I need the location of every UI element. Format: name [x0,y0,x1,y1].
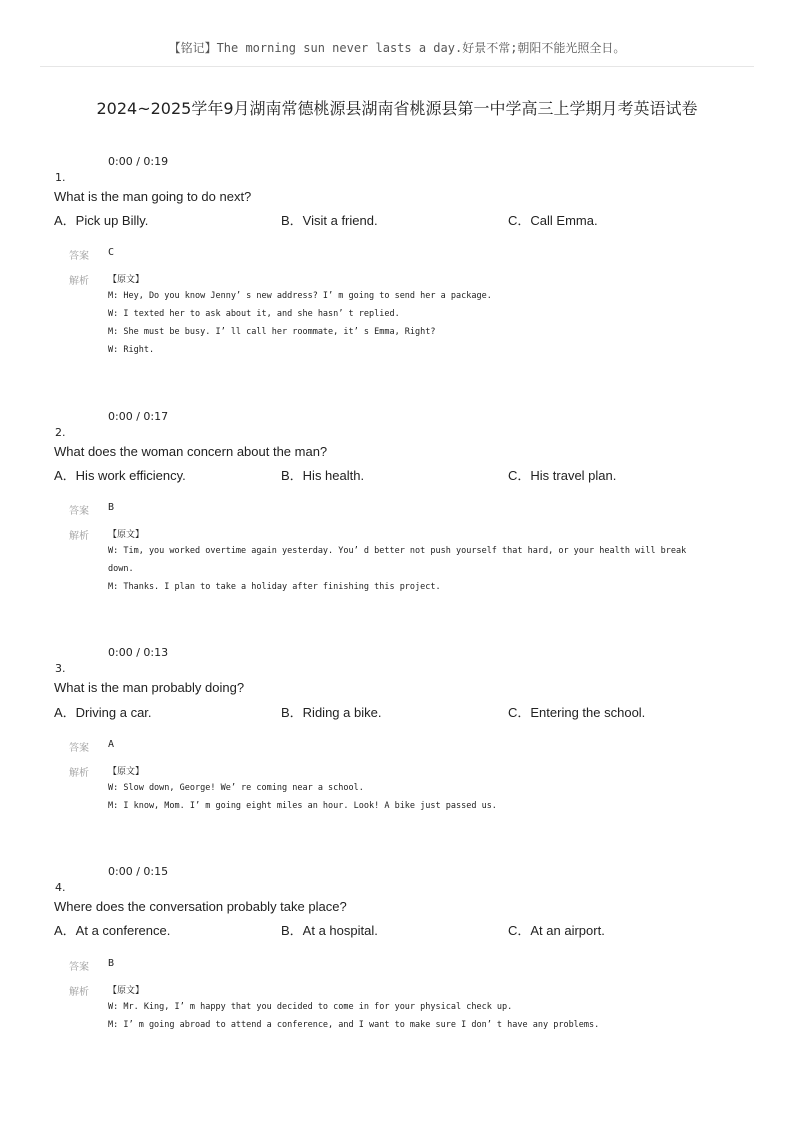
analysis-label: 解析 [69,768,89,779]
option-c: C．Call Emma. [508,213,598,228]
transcript-line: M: She must be busy. I’ ll call her roommate, it’ s Emma, Right? [108,327,436,337]
option-c: C．Entering the school. [508,705,646,720]
transcript-line: M: I know, Mom. I’ m going eight miles an hour. Look! A bike just passed us. [108,801,497,811]
option-b: B．Visit a friend. [281,213,378,228]
transcript-line: W: Mr. King, I’ m happy that you decided to come in for your physical check up. [108,1002,513,1012]
answer-label: 答案 [69,743,89,754]
option-a: A．At a conference. [54,923,171,938]
option-a: A．Driving a car. [54,705,152,720]
question-number: 1. [55,171,66,184]
answer-value: B [108,502,115,513]
header-divider [40,66,754,67]
transcript-line: M: Thanks. I plan to take a holiday after finishing this project. [108,582,441,592]
source-label: 【原文】 [108,767,145,777]
question-number: 2. [55,426,66,439]
option-a: A．His work efficiency. [54,468,186,483]
option-a: A．Pick up Billy. [54,213,149,228]
answer-label: 答案 [69,251,89,262]
transcript-line: W: Tim, you worked overtime again yesterday. You’ d better not push yourself that hard, or your health will break down. [108,546,687,574]
option-b: B．Riding a bike. [281,705,382,720]
audio-player[interactable]: 0:00 / 0:17 [108,410,169,423]
question-stem: What is the man probably doing? [54,680,245,695]
source-label: 【原文】 [108,530,145,540]
transcript-line: W: I texted her to ask about it, and she hasn’ t replied. [108,309,400,319]
answer-label: 答案 [69,506,89,517]
question-number: 3. [55,662,66,675]
analysis-label: 解析 [69,276,89,287]
analysis-label: 解析 [69,987,89,998]
source-label: 【原文】 [108,275,145,285]
answer-value: A [108,739,115,750]
audio-player[interactable]: 0:00 / 0:19 [108,155,169,168]
page-motto: 【铭记】The morning sun never lasts a day.好景不常;朝阳不能光照全日。 [168,41,626,55]
question-stem: Where does the conversation probably take place? [54,899,347,914]
option-b: B．At a hospital. [281,923,378,938]
answer-value: B [108,958,115,969]
page-title: 2024~2025学年9月湖南常德桃源县湖南省桃源县第一中学高三上学期月考英语试卷 [96,99,698,118]
question-number: 4. [55,881,66,894]
option-c: C．His travel plan. [508,468,617,483]
question-stem: What is the man going to do next? [54,189,252,204]
transcript-line: M: Hey, Do you know Jenny’ s new address? I’ m going to send her a package. [108,291,492,301]
audio-player[interactable]: 0:00 / 0:13 [108,646,169,659]
answer-value: C [108,247,115,258]
option-c: C．At an airport. [508,923,605,938]
transcript-line: M: I’ m going abroad to attend a conference, and I want to make sure I don’ t have any problems. [108,1020,600,1030]
option-b: B．His health. [281,468,365,483]
question-stem: What does the woman concern about the man? [54,444,328,459]
transcript-line: W: Slow down, George! We’ re coming near a school. [108,783,364,793]
source-label: 【原文】 [108,986,145,996]
transcript-line: W: Right. [108,345,155,355]
audio-player[interactable]: 0:00 / 0:15 [108,865,169,878]
answer-label: 答案 [69,962,89,973]
analysis-label: 解析 [69,531,89,542]
